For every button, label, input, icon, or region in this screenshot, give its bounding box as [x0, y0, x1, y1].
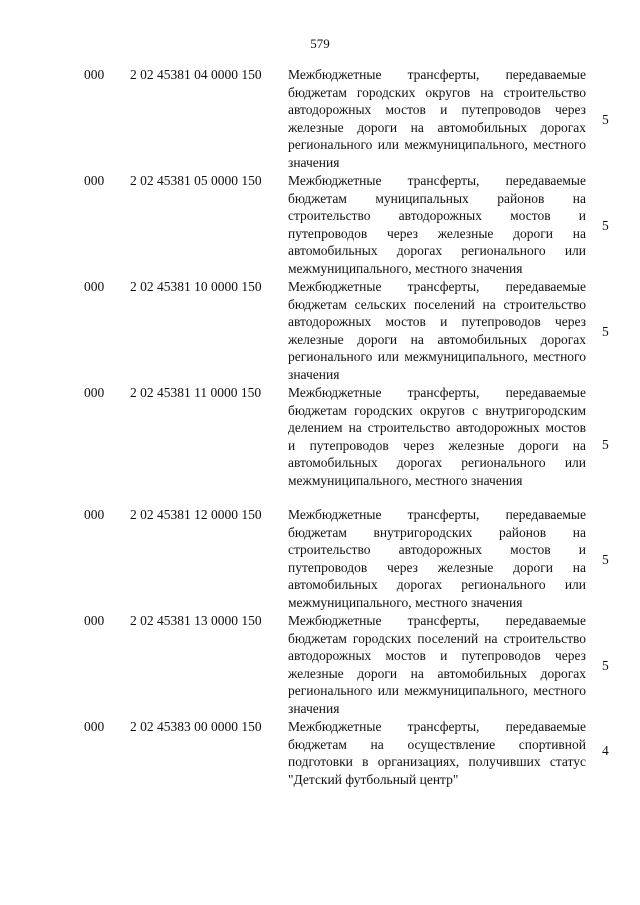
- budget-code: 2 02 45381 04 0000 150: [130, 67, 262, 82]
- row-value: 5: [602, 112, 609, 127]
- admin-code: 000: [84, 385, 105, 400]
- table-row: [0, 278, 640, 384]
- budget-code: 2 02 45381 11 0000 150: [130, 385, 262, 400]
- row-description: Межбюджетные трансферты, передаваемые бюджетам на осуществление спортивной подготовки в организациях, получивших статус "Детский футбольный центр": [288, 719, 586, 787]
- row-description: Межбюджетные трансферты, передаваемые бюджетам муниципальных районов на строительство автодорожных мостов и путепроводов через железные дороги на автомобильных дорогах регионального или межмуниципального, местного значения: [288, 173, 586, 276]
- budget-code: 2 02 45383 00 0000 150: [130, 719, 262, 734]
- row-description: Межбюджетные трансферты, передаваемые бюджетам городских округов с внутригородским делением на строительство автодорожных мостов и путепроводов через железные дороги на автомобильных дорогах регионального или межмуниципального, местного значения: [288, 385, 586, 488]
- budget-code: 2 02 45381 05 0000 150: [130, 173, 262, 188]
- row-value: 5: [602, 658, 609, 673]
- admin-code: 000: [84, 613, 105, 628]
- admin-code: 000: [84, 719, 105, 734]
- table-row: [0, 718, 640, 798]
- table-row: [0, 612, 640, 718]
- budget-code-table: [0, 66, 640, 798]
- row-description: Межбюджетные трансферты, передаваемые бюджетам городских округов на строительство автодорожных мостов и путепроводов через железные дороги на автомобильных дорогах регионального или межмуниципального, местного значения: [288, 67, 586, 170]
- row-description: Межбюджетные трансферты, передаваемые бюджетам сельских поселений на строительство автодорожных мостов и путепроводов через железные дороги на автомобильных дорогах регионального или межмуниципального, местного значения: [288, 279, 586, 382]
- admin-code: 000: [84, 173, 105, 188]
- table-row: [0, 506, 640, 612]
- table-row: [0, 384, 640, 506]
- admin-code: 000: [84, 67, 105, 82]
- admin-code: 000: [84, 279, 105, 294]
- row-description: Межбюджетные трансферты, передаваемые бюджетам городских поселений на строительство автодорожных мостов и путепроводов через железные дороги на автомобильных дорогах регионального или межмуниципального, местного значения: [288, 613, 586, 716]
- budget-code: 2 02 45381 10 0000 150: [130, 279, 262, 294]
- row-value: 5: [602, 552, 609, 567]
- row-description: Межбюджетные трансферты, передаваемые бюджетам внутригородских районов на строительство автодорожных мостов и путепроводов через железные дороги на автомобильных дорогах регионального или межмуниципального, местного значения: [288, 507, 586, 610]
- page-number: 579: [310, 36, 330, 51]
- row-value: 5: [602, 324, 609, 339]
- budget-code: 2 02 45381 13 0000 150: [130, 613, 262, 628]
- table-row: [0, 172, 640, 278]
- budget-code: 2 02 45381 12 0000 150: [130, 507, 262, 522]
- admin-code: 000: [84, 507, 105, 522]
- row-value: 5: [602, 218, 609, 233]
- row-value: 4: [602, 743, 609, 758]
- row-value: 5: [602, 437, 609, 452]
- table-row: [0, 66, 640, 172]
